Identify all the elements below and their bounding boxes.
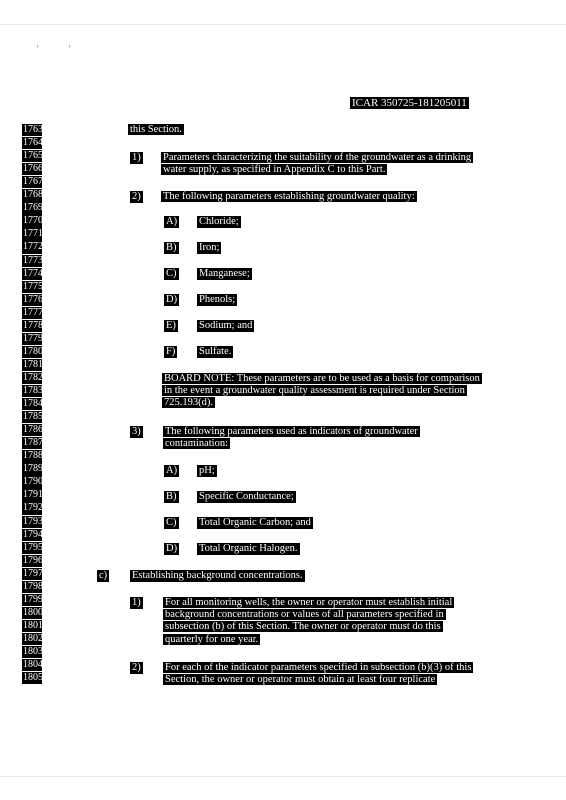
line-number: 1775: [23, 280, 43, 292]
item-1-text: Parameters characterizing the suitability of the groundwater as a drinking water supply, as specified in Appendix C to this Part.: [163, 152, 472, 176]
line-number: 1803: [23, 646, 43, 657]
line-number: 1765: [23, 150, 43, 162]
header-citation: ICAR 350725-181205011: [352, 97, 467, 109]
line-number: 1783: [23, 385, 43, 396]
line-number: 1800: [23, 606, 43, 618]
line-number: 1771: [23, 228, 43, 240]
line-number: 1769: [23, 202, 43, 214]
line-number: 1781: [23, 358, 43, 370]
scan-speck: ': [37, 44, 39, 53]
section-c-label: c): [99, 570, 108, 581]
item-2: [161, 191, 497, 203]
intro-tail: [128, 124, 184, 136]
section-c-item-2: [163, 662, 499, 686]
item-2-sub-e-label: E): [166, 320, 176, 331]
line-number: 1763: [23, 124, 43, 135]
line-number: 1790: [23, 476, 43, 488]
line-number: 1777: [23, 306, 43, 318]
line-number: 1804: [23, 659, 43, 671]
item-1-label: 1): [132, 152, 141, 163]
item-3-sub-a-label: A): [166, 465, 178, 476]
line-number: 1787: [23, 437, 43, 449]
section-c-item-2-label: 2): [132, 662, 141, 673]
line-number: 1793: [23, 515, 43, 527]
line-number: 1799: [23, 593, 43, 605]
line-number: 1791: [23, 489, 43, 501]
line-number: 1776: [23, 293, 43, 305]
line-number: 1786: [23, 424, 43, 436]
line-number: 1782: [23, 371, 43, 383]
line-number: 1767: [23, 176, 43, 188]
line-number: 1795: [23, 541, 43, 553]
item-2-sub-a-text: Chloride;: [199, 216, 239, 227]
line-number: 1780: [23, 345, 43, 357]
item-2-text: The following parameters establishing groundwater quality:: [163, 191, 415, 202]
item-2-sub-a-label: A): [166, 216, 178, 227]
line-number: 1778: [23, 319, 43, 331]
item-3-label: 3): [132, 426, 141, 437]
item-3-sub-d-text: Total Organic Halogen.: [199, 543, 298, 554]
line-number: 1798: [23, 580, 43, 592]
item-2-sub-d-label: D): [166, 294, 178, 305]
item-2-sub-f-label: F): [166, 346, 176, 357]
item-3-sub-b-label: B): [166, 491, 177, 502]
line-number: 1802: [23, 632, 43, 644]
item-3: [163, 426, 453, 450]
item-1: [161, 152, 497, 176]
line-number: 1784: [23, 398, 43, 410]
line-number: 1789: [23, 463, 43, 475]
intro-tail-text: this Section.: [130, 124, 182, 135]
board-note-text: BOARD NOTE: These parameters are to be used as a basis for comparison in the event a groundwater quality assessment is required under Section 725.193(d).: [164, 373, 480, 409]
line-number: 1766: [23, 163, 43, 175]
item-3-sub-c-text: Total Organic Carbon; and: [199, 517, 311, 528]
item-3-sub-b-text: Specific Conductance;: [199, 491, 294, 502]
line-number: 1773: [23, 254, 43, 266]
line-number: 1785: [23, 411, 43, 423]
section-c-heading: Establishing background concentrations.: [132, 570, 303, 581]
item-2-sub-b-text: Iron;: [199, 242, 220, 253]
top-border: [0, 24, 566, 25]
item-2-label: 2): [132, 191, 141, 202]
line-number: 1770: [23, 215, 43, 227]
line-number: 1801: [23, 619, 43, 631]
line-number: 1768: [23, 189, 43, 201]
bottom-border: [0, 776, 566, 777]
line-number: 1797: [23, 567, 43, 579]
item-2-sub-b-label: B): [166, 242, 177, 253]
item-2-sub-f-text: Sulfate.: [199, 346, 232, 357]
item-3-sub-d-label: D): [166, 543, 178, 554]
item-2-sub-e-text: Sodium; and: [199, 320, 253, 331]
item-2-sub-c-label: C): [166, 268, 177, 279]
line-number: 1772: [23, 241, 43, 253]
section-c-item-1-label: 1): [132, 597, 141, 608]
item-3-sub-a-text: pH;: [199, 465, 215, 476]
scan-speck: ': [69, 44, 71, 53]
item-2-sub-d-text: Phenols;: [199, 294, 236, 305]
line-number: 1779: [23, 332, 43, 344]
line-number: 1805: [23, 672, 43, 684]
section-c-item-2-text: For each of the indicator parameters specified in subsection (b)(3) of this Section, the owner or operator must obtain at least four replicate: [165, 662, 472, 686]
line-number: 1764: [23, 137, 43, 149]
board-note: [162, 373, 480, 410]
item-3-text: The following parameters used as indicators of groundwater contamination:: [165, 426, 418, 450]
line-number: 1794: [23, 528, 43, 540]
line-number: 1796: [23, 554, 43, 566]
item-2-sub-c-text: Manganese;: [199, 268, 250, 279]
line-number: 1788: [23, 450, 43, 462]
item-3-sub-c-label: C): [166, 517, 177, 528]
section-c-item-1: [163, 597, 479, 646]
line-number: 1774: [23, 267, 43, 279]
section-c-item-1-text: For all monitoring wells, the owner or operator must establish initial background concentrations or values of all parameters specified in subsection (b) of this Section. The owner or operator must do this quarterly for one year.: [165, 597, 453, 645]
line-number: 1792: [23, 502, 43, 514]
